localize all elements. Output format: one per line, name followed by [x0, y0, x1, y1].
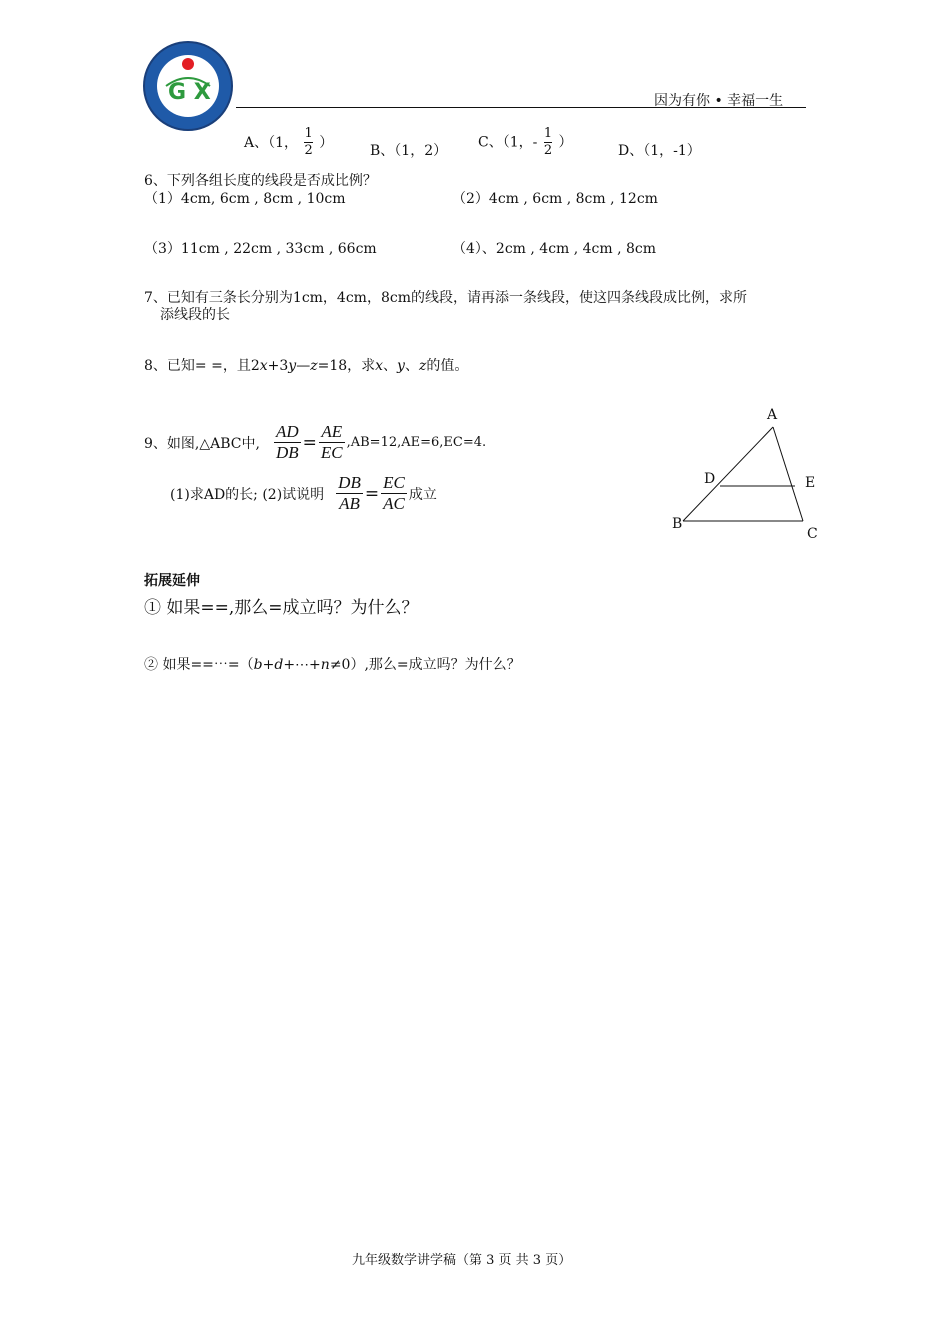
- q7-line-1: 7、已知有三条长分别为1cm，4cm，8cm的线段，请再添一条线段，使这四条线段成比例，求所: [144, 290, 747, 306]
- fraction-ae-ec: $\frac{AE}{EC}$: [320, 422, 343, 462]
- q7-line-2: 添线段的长: [160, 307, 230, 323]
- q6-title: 6、下列各组长度的线段是否成比例？: [144, 173, 377, 189]
- extension-item-2: ② 如果==⋯=（b+d+⋯+n≠0）,那么=成立吗？为什么？: [144, 657, 521, 673]
- vertex-label-d: D: [704, 471, 716, 487]
- q6-item-3: （3）11cm , 22cm , 33cm , 66cm: [144, 241, 377, 257]
- school-logo: [142, 40, 234, 132]
- q5-option-c: C、（1，- $\frac{1}{2}$ ）: [478, 126, 573, 158]
- logo-text: G X: [168, 80, 211, 105]
- side-ab: [683, 427, 773, 521]
- q6-item-4: （4）、2cm , 4cm , 4cm , 8cm: [452, 241, 657, 257]
- q5-option-b: B、（1，2）: [370, 143, 448, 159]
- extension-title: 拓展延伸: [144, 573, 200, 589]
- q9-statement: 9、如图,△ABC中, $\frac{AD}{DB}$ = $\frac{AE}{EC}$ ,AB=12,AE=6,EC=4.: [144, 422, 487, 462]
- q5-option-a: A、（1， $\frac{1}{2}$ ）: [244, 126, 334, 158]
- q6-item-2: （2）4cm , 6cm , 8cm , 12cm: [452, 191, 658, 207]
- fraction-ec-ac: $\frac{EC}{AC}$: [383, 473, 405, 513]
- header-slogan: 因为有你 • 幸福一生: [654, 93, 784, 109]
- q8-text: 8、已知= =，且2x+3y—z=18，求x、y、z的值。: [144, 358, 469, 374]
- extension-item-1: ① 如果==,那么=成立吗？为什么？: [144, 598, 419, 618]
- q5-options: [244, 126, 333, 159]
- vertex-label-b: B: [672, 516, 683, 532]
- q6-item-1: （1）4cm, 6cm , 8cm , 10cm: [144, 191, 346, 207]
- q5-option-d: D、（1，-1）: [618, 143, 701, 159]
- fraction-db-ab: $\frac{DB}{AB}$: [338, 473, 361, 513]
- vertex-label-e: E: [805, 475, 816, 491]
- q9-subquestions: (1)求AD的长; (2)试说明 $\frac{DB}{AB}$ = $\frac{EC}{AC}$ 成立: [170, 473, 437, 513]
- vertex-label-a: A: [767, 407, 778, 423]
- vertex-label-c: C: [807, 526, 818, 542]
- fraction-ad-db: $\frac{AD}{DB}$: [275, 422, 299, 462]
- page-footer: 九年级数学讲学稿（第 3 页 共 3 页）: [352, 1253, 572, 1268]
- header-rule: [236, 107, 806, 108]
- side-ac: [773, 427, 803, 521]
- triangle-figure: [668, 404, 828, 550]
